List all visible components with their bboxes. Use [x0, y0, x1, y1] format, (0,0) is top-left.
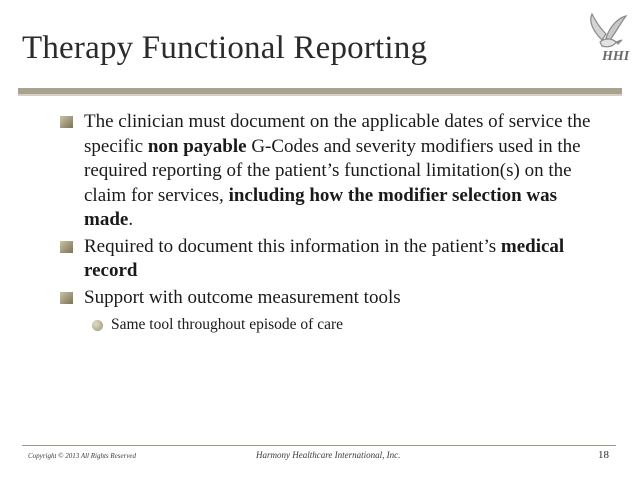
hhi-dove-logo-icon: [580, 10, 634, 74]
bullet-item: [56, 286, 596, 311]
bullet-text-bold: medical record: [84, 235, 565, 281]
bullet-text: .: [128, 209, 134, 230]
square-bullet-icon: [60, 292, 73, 304]
bullet-text: Required to document this information in the patient’s: [84, 235, 501, 257]
bullet-text: G-Codes and severity modifiers used in the required reporting of the patient’s functional limitation(s) on the claim for services,: [84, 135, 581, 206]
bullet-item: [56, 110, 596, 233]
sub-bullet-item: [56, 314, 596, 336]
round-bullet-icon: [92, 320, 103, 331]
square-bullet-icon: [60, 116, 73, 128]
logo-text: HHI: [602, 49, 630, 64]
bullet-list: [56, 110, 596, 336]
footer-divider: [22, 445, 616, 446]
bullet-text: The clinician must document on the applicable dates of service the specific: [84, 111, 591, 157]
bullet-text-bold: non payable: [147, 135, 247, 157]
square-bullet-icon: [60, 241, 73, 253]
bullet-text: Support with outcome measurement tools: [84, 286, 401, 308]
title-divider: [18, 88, 622, 94]
footer-copyright: Copyright © 2013 All Rights Reserved: [28, 452, 137, 460]
bullet-text-bold: including how the modifier selection was made: [84, 184, 558, 230]
bullet-item: [56, 235, 596, 284]
sub-bullet-text: Same tool throughout episode of care: [111, 316, 344, 333]
slide-title: Therapy Functional Reporting: [22, 30, 428, 66]
footer-company: Harmony Healthcare International, Inc.: [256, 450, 401, 460]
page-number: 18: [598, 449, 609, 461]
